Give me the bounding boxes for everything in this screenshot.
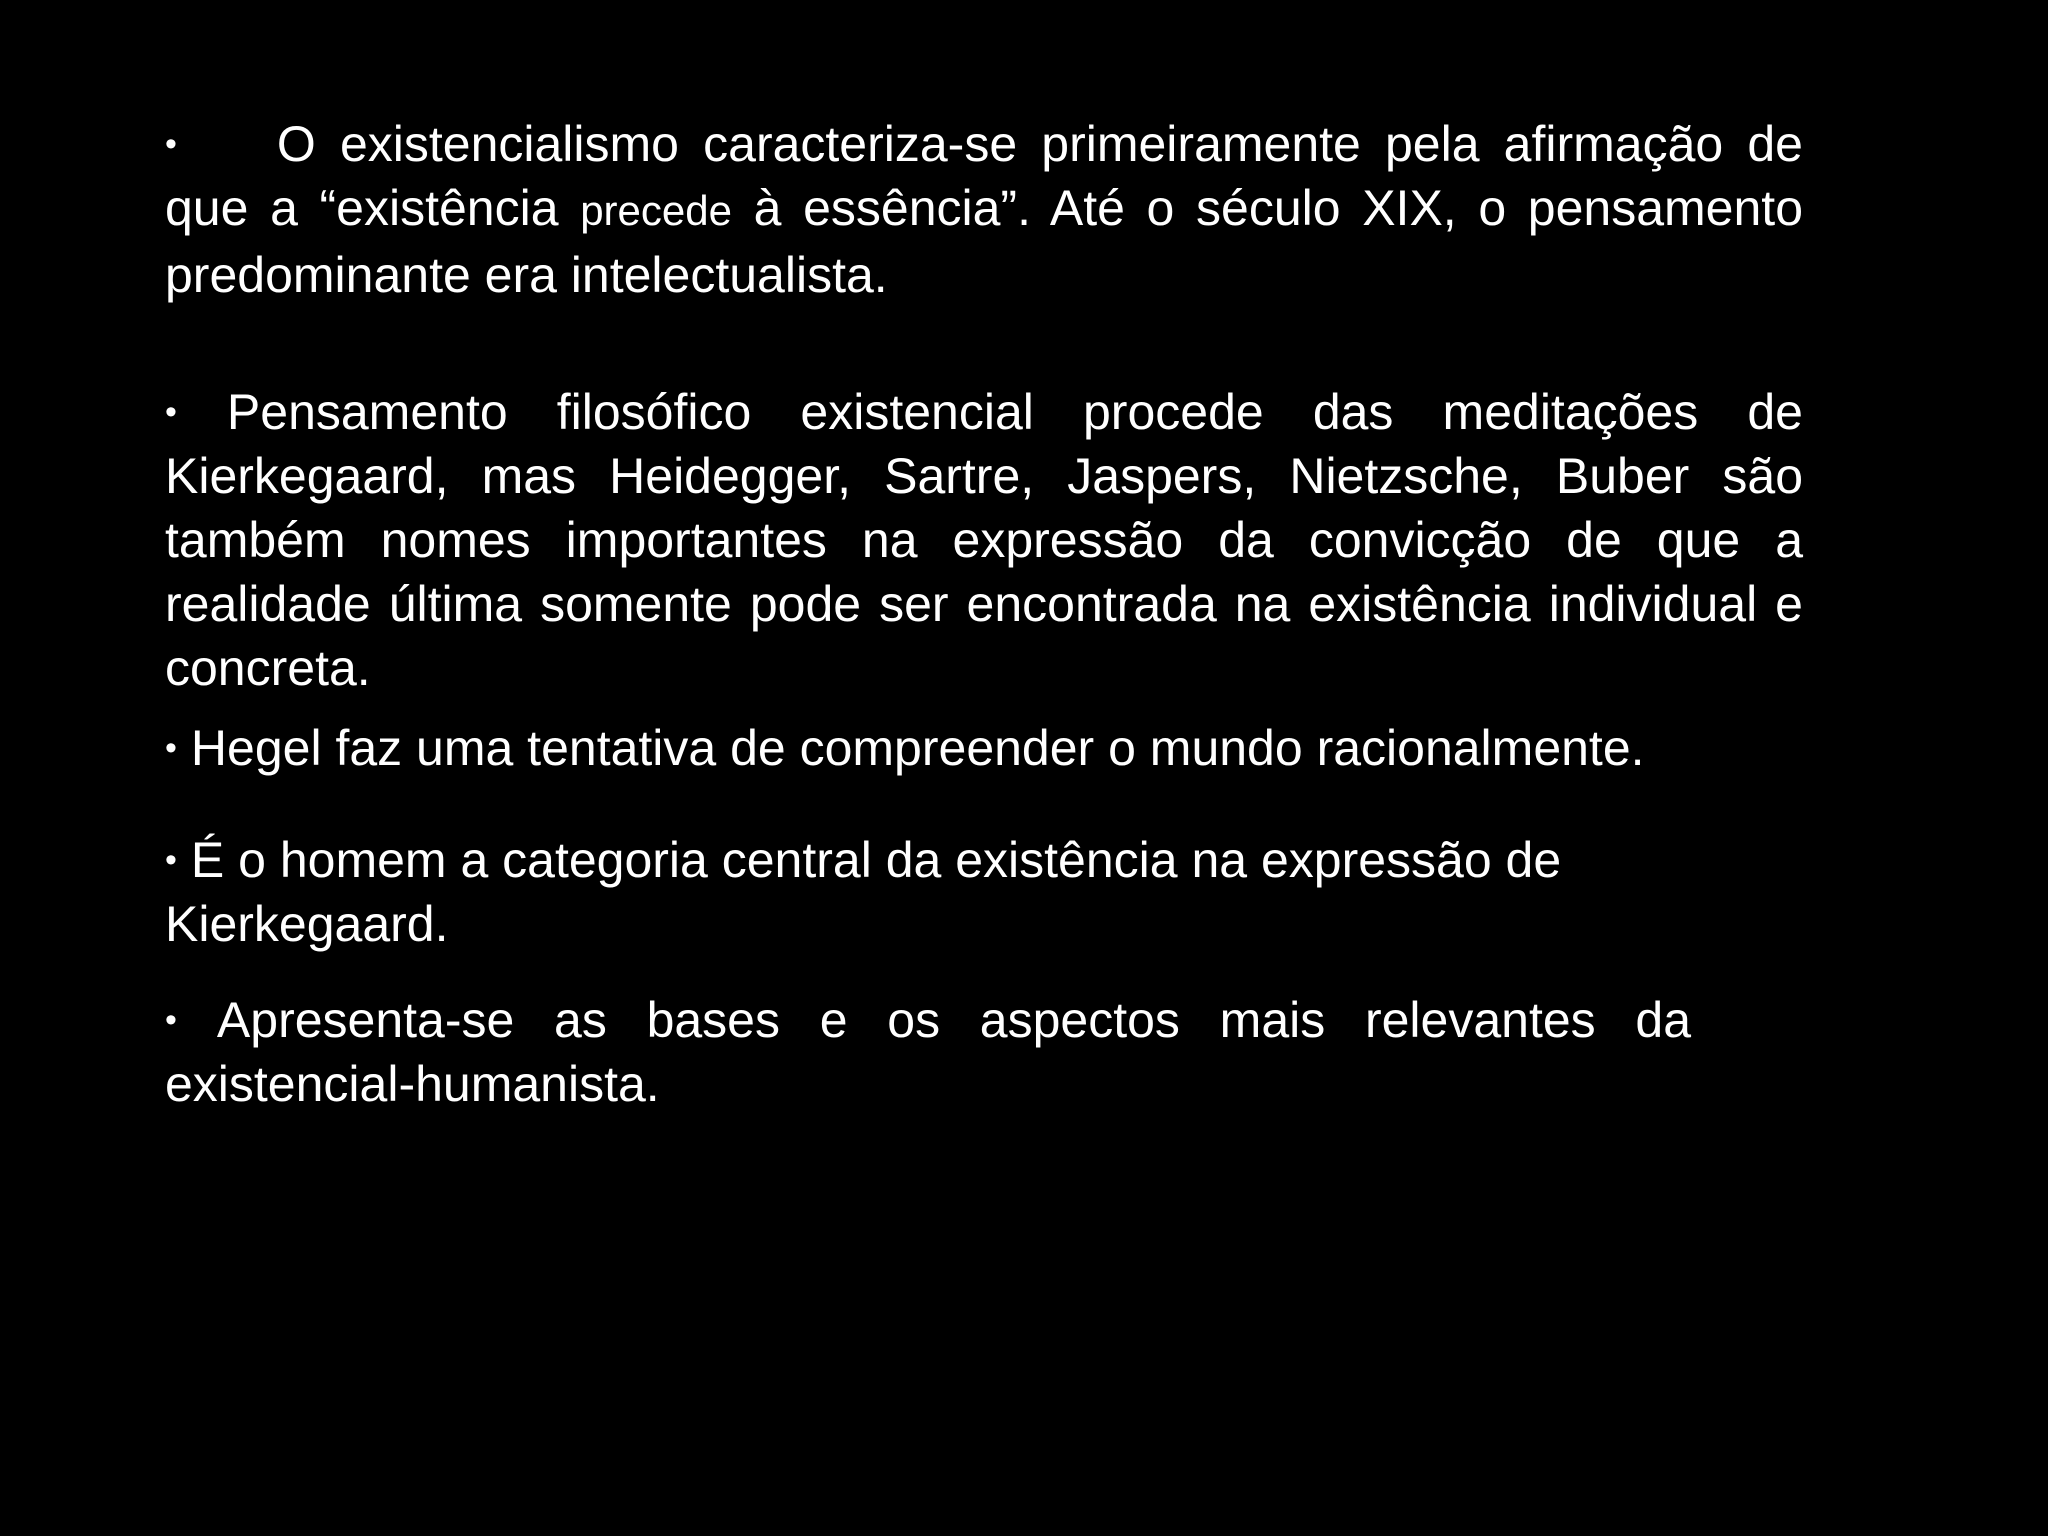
bullet-text-line2: Kierkegaard. [165, 896, 449, 952]
bullet-text-part: à essência”. Até o século XIX, o pensamento predominante era intelectualista. [165, 180, 1803, 303]
bullet-text-line1: É o homem a categoria central da existência na expressão de [190, 832, 1562, 888]
bullet-item-pensamento-filosofico [165, 380, 1803, 700]
bullet-text: Apresenta-se as bases e os aspectos mais relevantes da existencial-humanista. [165, 992, 1691, 1112]
bullet-icon: • [165, 125, 177, 163]
bullet-item-hegel [165, 716, 1865, 780]
bullet-text-small-word: precede [580, 187, 732, 234]
bullet-item-apresenta-se [165, 988, 1691, 1116]
bullet-text-part: O existencialismo caracteriza-se primeiramente pela afirmação de que a “existência [165, 116, 1803, 236]
bullet-icon: • [165, 393, 177, 431]
bullet-icon: • [165, 1001, 177, 1039]
bullet-text: Hegel faz uma tentativa de compreender o mundo racionalmente. [190, 720, 1645, 776]
bullet-icon: • [165, 729, 177, 767]
bullet-item-existencialismo [165, 112, 1803, 307]
bullet-text: Pensamento filosófico existencial procede das meditações de Kierkegaard, mas Heidegger, Sartre, Jaspers, Nietzsche, Buber são também nomes importantes na expressão da convicção de que a realidade última somente pode ser encontrada na existência individual e concreta. [165, 384, 1803, 696]
bullet-item-homem-categoria [165, 828, 1765, 956]
bullet-icon: • [165, 841, 177, 879]
